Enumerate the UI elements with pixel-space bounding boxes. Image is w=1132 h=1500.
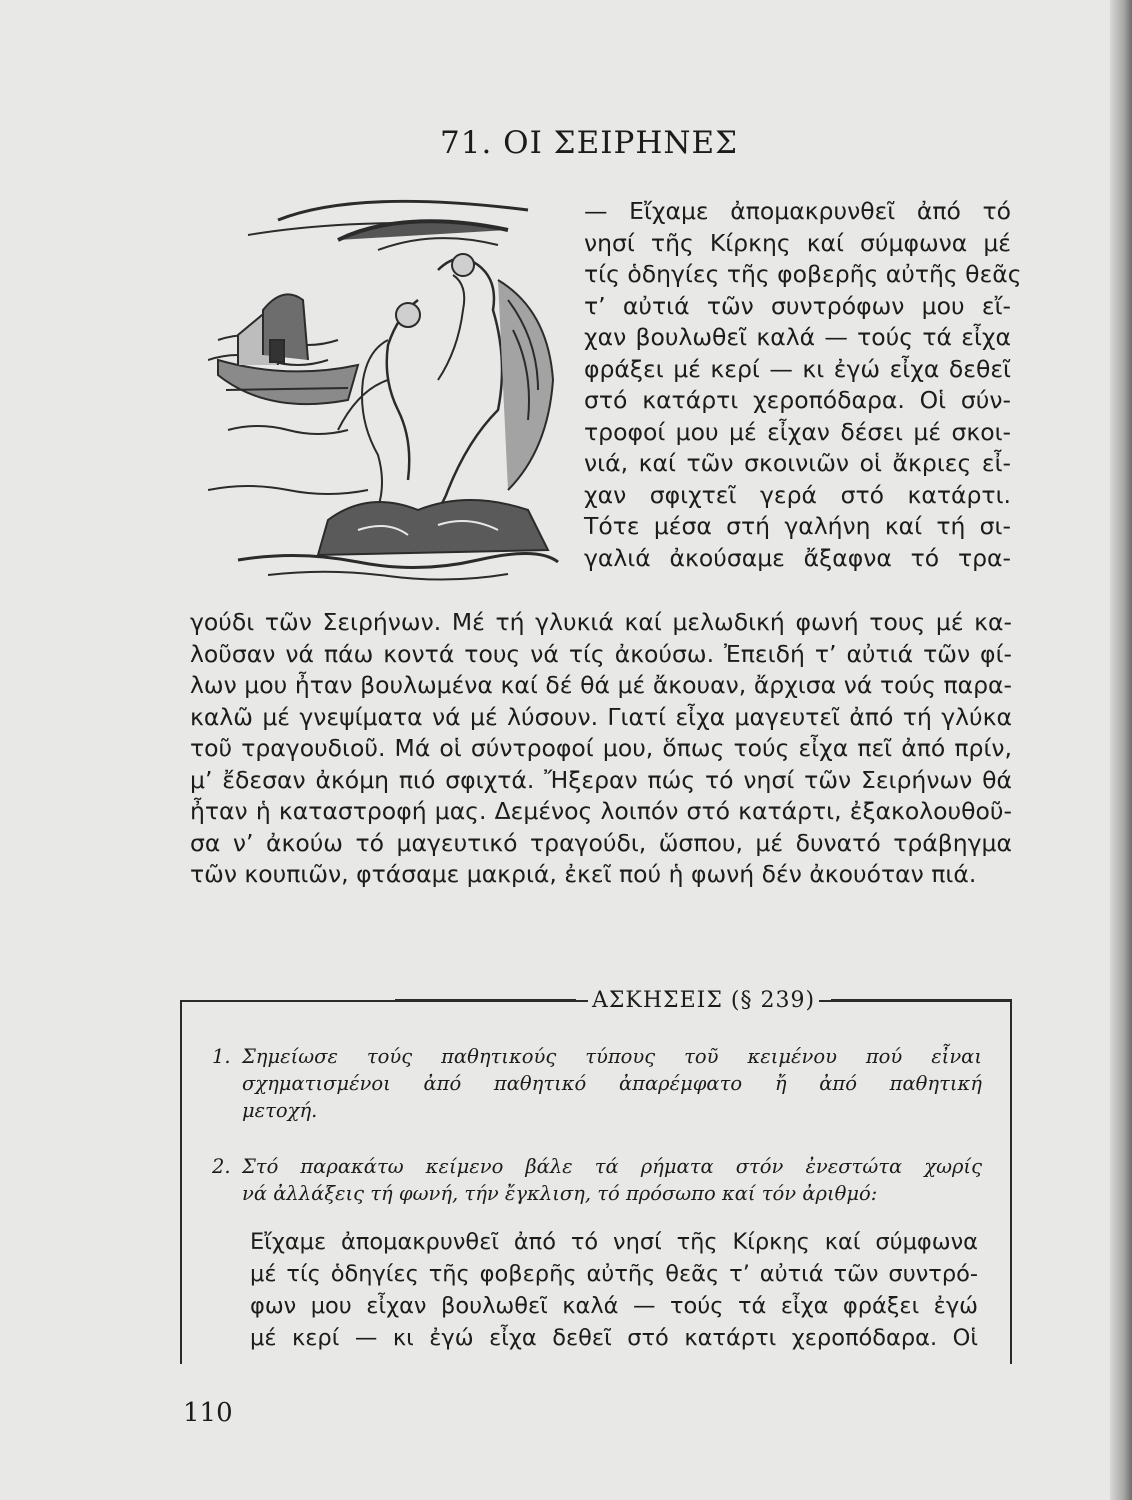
exercise-line: μετοχή. [242, 1099, 318, 1122]
story-line: χαν βουλωθεῖ καλά — τούς τά εἶχα [584, 323, 1011, 351]
story-line: ἦταν ἡ καταστροφή μας. Δεμένος λοιπόν στό κατάρτι, ἐξακολουθοῦ- [190, 797, 1012, 825]
story-line: τίς ὁδηγίες τῆς φοβερῆς αὐτῆς θεᾶς [584, 260, 1022, 288]
story-line: γαλιά ἀκούσαμε ἄξαφνα τό τρα- [584, 543, 1011, 572]
story-line: νησί τῆς Κίρκης καί σύμφωνα μέ [584, 228, 1011, 257]
exercise-line: νά ἀλλάξεις τή φωνή, τήν ἔγκλιση, τό πρόσωπο καί τόν ἀριθμό: [242, 1182, 878, 1205]
exercise-line: σχηματισμένοι ἀπό παθητικό ἀπαρέμφατο ἤ ἀπό παθητική [242, 1072, 982, 1095]
exercise-item-1 [212, 1043, 982, 1124]
story-line: στό κατάρτι χεροπόδαρα. Οἱ σύν- [584, 386, 1011, 414]
sirens-ship-illustration-icon [208, 190, 568, 590]
story-line: λων μου ἦταν βουλωμένα καί δέ θά μέ ἄκουαν, ἄρχισα νά τούς παρα- [190, 671, 1012, 699]
story-line: σα ν’ ἀκούω τό μαγευτικό τραγούδι, ὥσπου, μέ δυνατό τράβηγμα [190, 828, 1012, 857]
page-title: 71. ΟΙ ΣΕΙΡΗΝΕΣ [440, 125, 739, 161]
story-line: Τότε μέσα στή γαλήνη καί τή σι- [584, 512, 1011, 540]
exercise-number: 2. [212, 1155, 231, 1178]
exercise-passage [250, 1226, 978, 1354]
passage-line: μέ τίς ὁδηγίες τῆς φοβερῆς αὐτῆς θεᾶς τ’ αὐτιά τῶν συντρό- [250, 1261, 978, 1287]
story-line: τοῦ τραγουδιοῦ. Μά οἱ σύντροφοί μου, ὅπως τούς εἶχα πεῖ ἀπό πρίν, [190, 734, 1012, 762]
story-line: χαν σφιχτεῖ γερά στό κατάρτι. [584, 480, 1011, 509]
heading-rule-right [831, 999, 1012, 1002]
story-line: τροφοί μου μέ εἶχαν δέσει μέ σκοι- [584, 417, 1011, 446]
story-text-full-width [190, 607, 1012, 891]
exercise-line: Στό παρακάτω κείμενο βάλε τά ρήματα στόν ἐνεστώτα χωρίς [242, 1155, 982, 1178]
story-line: φράξει μέ κερί — κι ἐγώ εἶχα δεθεῖ [584, 354, 1011, 383]
exercise-line: Σημείωσε τούς παθητικούς τύπους τοῦ κειμένου πού εἶναι [242, 1045, 982, 1068]
passage-line: μέ κερί — κι ἐγώ εἶχα δεθεῖ στό κατάρτι χεροπόδαρα. Οἱ [250, 1325, 978, 1351]
story-line: γούδι τῶν Σειρήνων. Μέ τή γλυκιά καί μελωδική φωνή τους μέ κα- [190, 608, 1012, 636]
story-text-right-column [584, 196, 1022, 574]
story-line: νιά, καί τῶν σκοινιῶν οἱ ἄκριες εἶ- [584, 449, 1011, 477]
heading-rule-left [395, 999, 576, 1002]
exercise-number: 1. [212, 1045, 231, 1068]
story-line: τ’ αὐτιά τῶν συντρόφων μου εἴ- [584, 291, 1011, 320]
exercises-heading-label: ΑΣΚΗΣΕΙΣ (§ 239) [588, 988, 819, 1013]
passage-line: Εἴχαμε ἀπομακρυνθεῖ ἀπό τό νησί τῆς Κίρκης καί σύμφωνα [250, 1229, 978, 1255]
story-line: — Εἴχαμε ἀπομακρυνθεῖ ἀπό τό [584, 197, 1011, 225]
story-line: καλῶ μέ γνεψίματα νά μέ λύσουν. Γιατί εἶχα μαγευτεῖ ἀπό τή γλύκα [190, 702, 1012, 731]
story-line: τῶν κουπιῶν, φτάσαμε μακριά, ἐκεῖ πού ἡ φωνή δέν ἀκουόταν πιά. [190, 860, 977, 888]
exercises-heading [180, 985, 1012, 1015]
page-number: 110 [183, 1398, 233, 1428]
passage-line: φων μου εἶχαν βουλωθεῖ καλά — τούς τά εἶχα φράξει ἐγώ [250, 1293, 978, 1319]
story-line: λοῦσαν νά πάω κοντά τους νά τίς ἀκούσω. Ἐπειδή τ’ αὐτιά τῶν φί- [190, 639, 1012, 668]
exercise-item-2 [212, 1153, 982, 1207]
page-binding-edge [1110, 0, 1132, 1500]
story-line: μ’ ἔδεσαν ἀκόμη πιό σφιχτά. Ἤξεραν πώς τό νησί τῶν Σειρήνων θά [190, 765, 1012, 794]
